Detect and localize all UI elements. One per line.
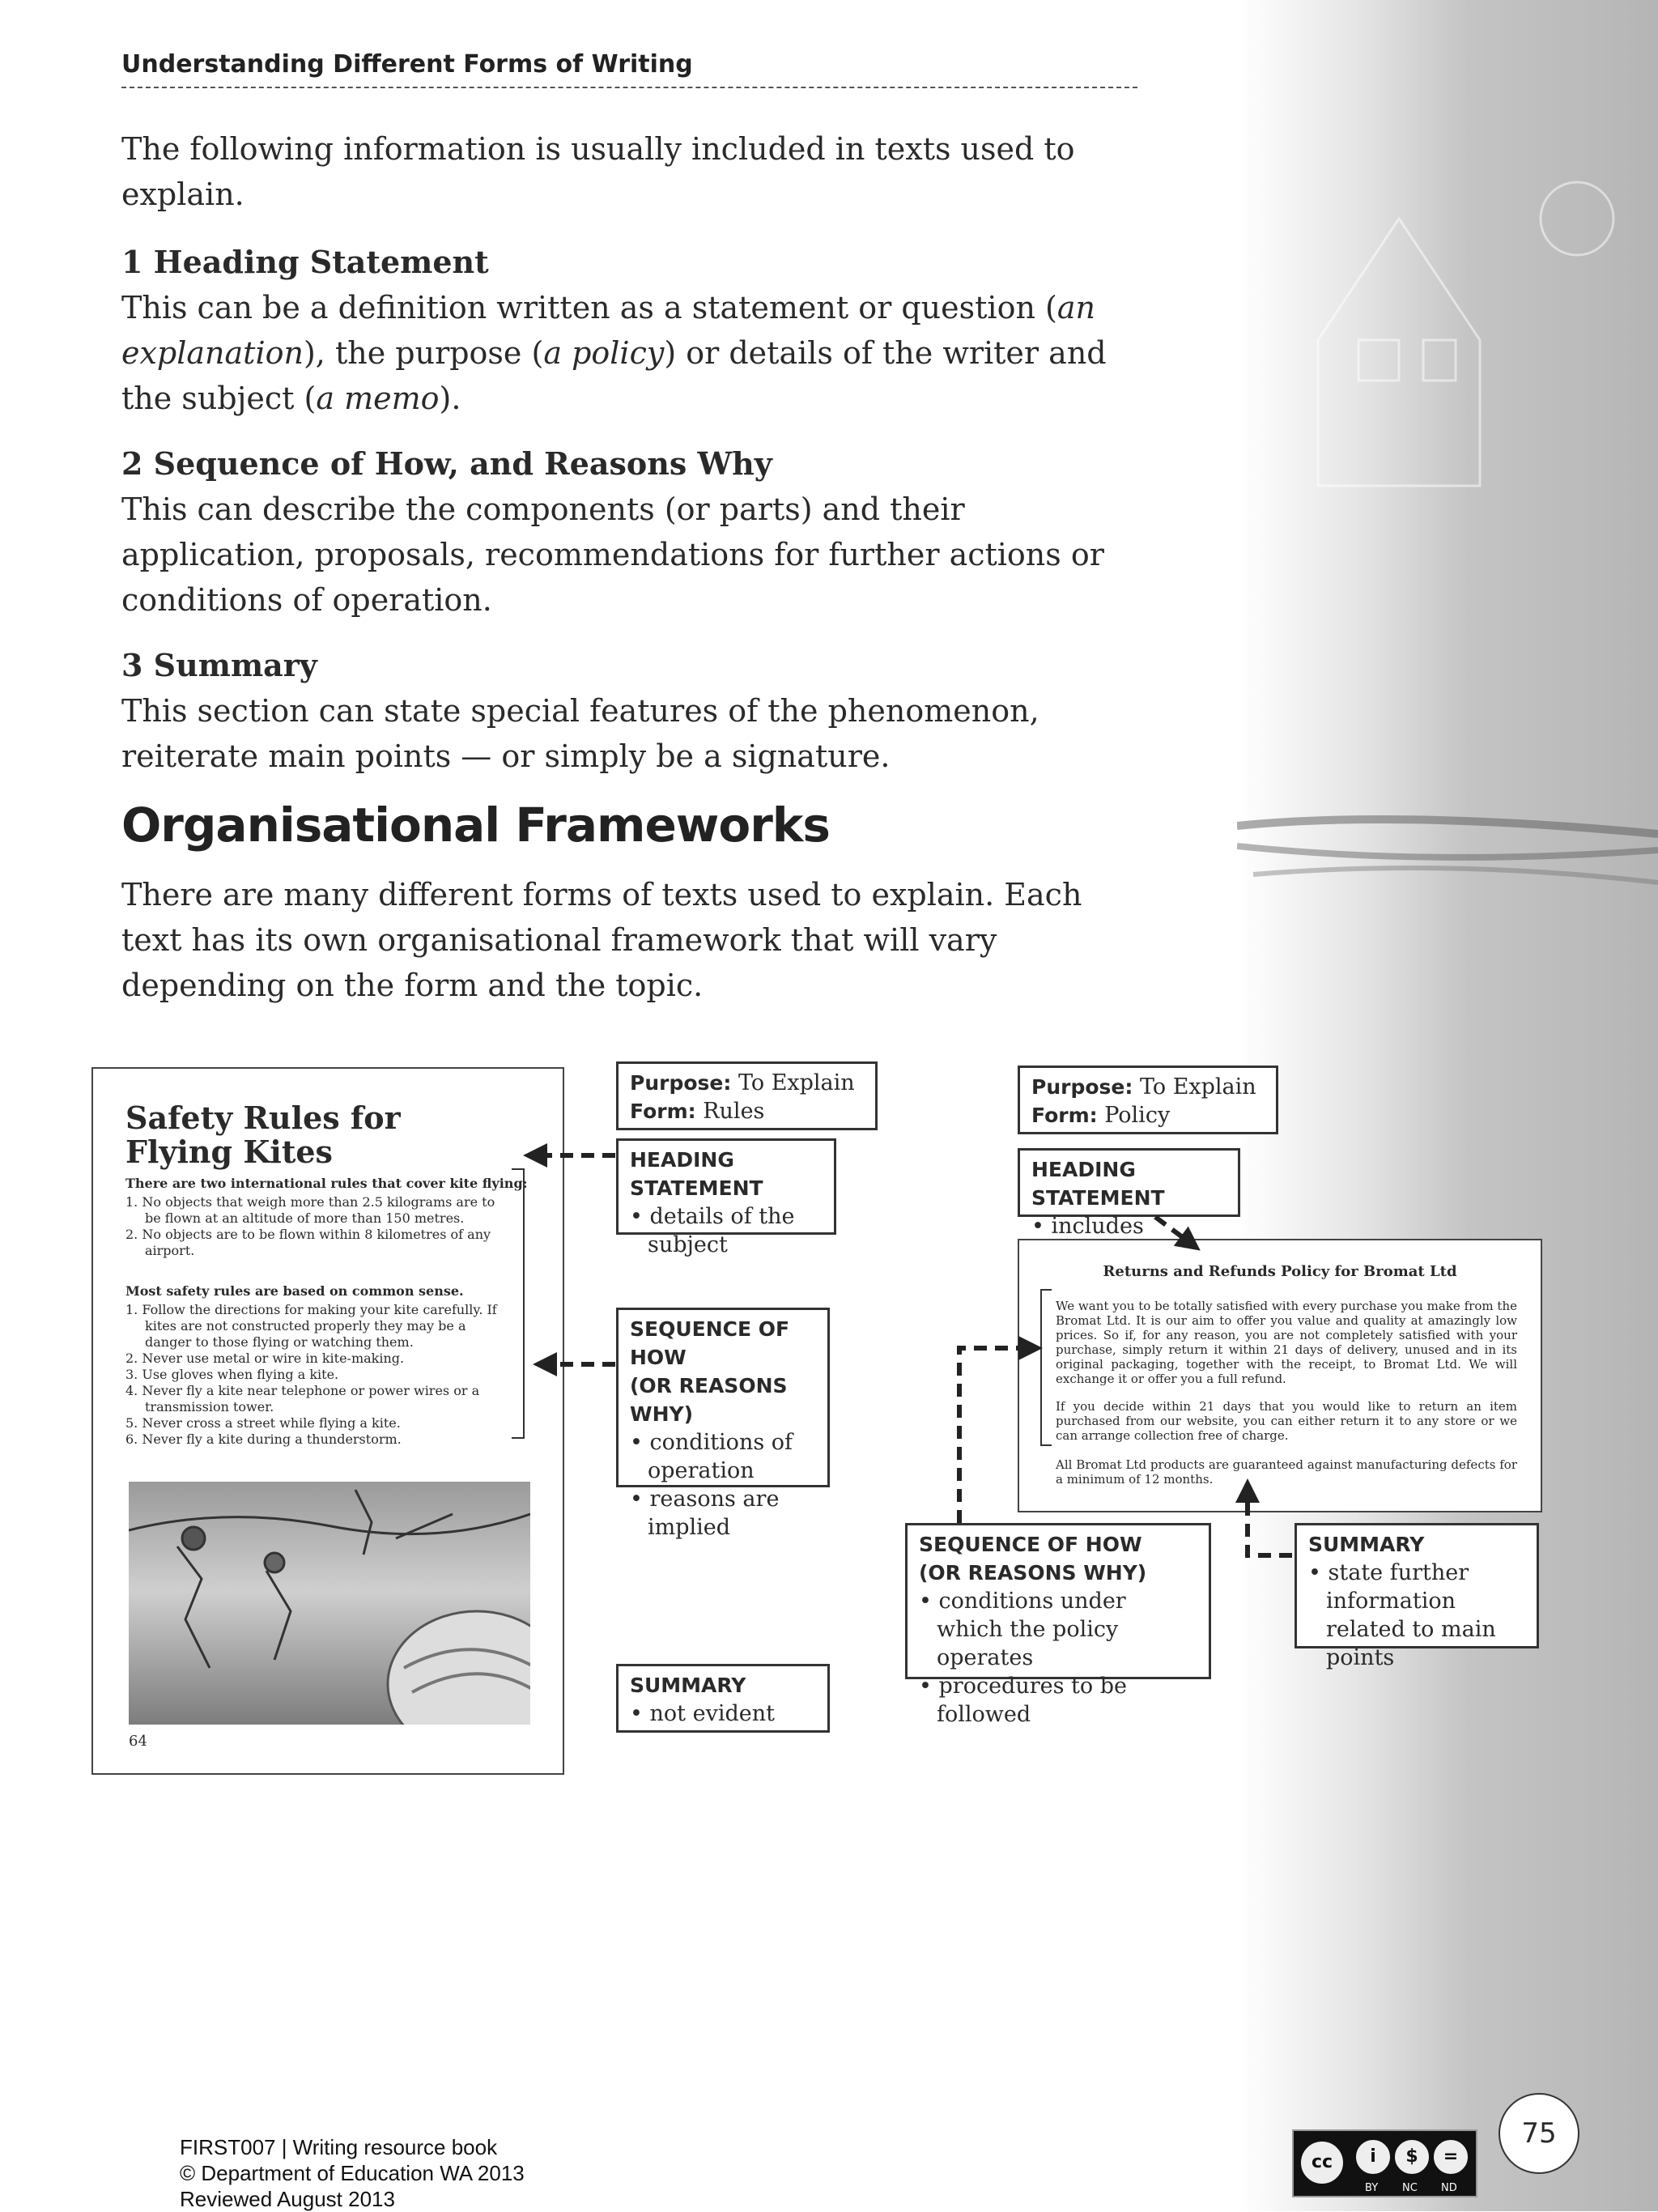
list-item: 1. No objects that weigh more than 2.5 kilograms are to be flown at an altitude of more than 150 metres. (125, 1194, 495, 1226)
bracket (1040, 1289, 1052, 1446)
kite-doc-page-number: 64 (129, 1733, 147, 1750)
kite-doc-title: Safety Rules for Flying Kites (125, 1100, 401, 1170)
policy-purpose-box: Purpose: To Explain Form: Policy (1018, 1066, 1278, 1134)
footer-line: © Department of Education WA 2013 (180, 2161, 525, 2185)
kite-purpose-box: Purpose: To Explain Form: Rules (616, 1061, 878, 1130)
section-3-body: This section can state special features of the phenomenon, reiterate main points — or simply be a signature. (121, 693, 1039, 774)
list-item: 2. No objects are to be flown within 8 kilometres of any airport. (125, 1227, 491, 1258)
kite-subhead-1: There are two international rules that cover kite flying: (125, 1176, 528, 1191)
kite-heading-statement-box: HEADING STATEMENT • details of the subject (616, 1138, 836, 1235)
creative-commons-badge (1292, 2129, 1477, 2197)
list-item: 2. Never use metal or wire in kite-making. (125, 1351, 405, 1366)
noderivatives-icon: = (1431, 2138, 1470, 2176)
running-header: Understanding Different Forms of Writing (121, 50, 1137, 88)
license-nc-label: NC (1402, 2182, 1418, 2194)
page-number: 75 (1499, 2093, 1579, 2174)
list-item: 5. Never cross a street while flying a kite. (125, 1415, 401, 1431)
kite-summary-box: SUMMARY • not evident (616, 1664, 830, 1733)
cc-icon: cc (1299, 2139, 1346, 2186)
policy-doc-paragraph: If you decide within 21 days that you would like to return an item purchased from our website, you can either return it to any store or we can arrange collection free of charge. (1056, 1399, 1517, 1443)
footer-line: Reviewed August 2013 (180, 2187, 395, 2211)
policy-doc-paragraph: All Bromat Ltd products are guaranteed against manufacturing defects for a minimum of 12 months. (1056, 1457, 1517, 1487)
refund-policy-document (1018, 1239, 1542, 1512)
policy-summary-box: SUMMARY • state further information related to main points (1295, 1523, 1539, 1648)
list-item: 4. Never fly a kite near telephone or power wires or a transmission tower. (125, 1383, 480, 1414)
list-item: 3. Use gloves when flying a kite. (125, 1367, 339, 1382)
kite-rules-list-1 (125, 1194, 514, 1259)
list-item: 6. Never fly a kite during a thunderstorm. (125, 1431, 402, 1447)
decorative-sketch (1237, 0, 1658, 2211)
policy-doc-title: Returns and Refunds Policy for Bromat Ltd (1103, 1263, 1457, 1280)
policy-doc-paragraph: We want you to be totally satisfied with every purchase you make from the Bromat Ltd. It is our aim to offer you value and quality at amazingly low prices. So if, for any reason, you are not completely satisfied with your purchase, simply return it within 21 days of delivery, unused and in its original packaging, together with the receipt, to Bromat Ltd. We will exchange it or offer you a full refund. (1056, 1299, 1517, 1386)
policy-heading-statement-box: HEADING STATEMENT • includes (1018, 1148, 1240, 1217)
noncommercial-icon: $ (1392, 2138, 1431, 2176)
bracket (512, 1168, 525, 1439)
section-2-body: This can describe the components (or parts) and their application, proposals, recommendations for further actions or conditions of operation. (121, 491, 1104, 618)
footer-line: FIRST007 | Writing resource book (180, 2135, 498, 2159)
section-1-body: This can be a definition written as a statement or question (an explanation), the purpose (a policy) or details of the writer and the subject (a memo). (121, 290, 1107, 416)
frameworks-body: There are many different forms of texts used to explain. Each text has its own organisational framework that will vary depending on the form and the topic. (121, 877, 1082, 1003)
license-by-label: BY (1365, 2182, 1379, 2194)
section-3-heading: 3 Summary (121, 647, 317, 683)
list-item: 1. Follow the directions for making your kite carefully. If kites are not constructed properly they may be a danger to those flying or watching them. (125, 1302, 497, 1350)
intro-paragraph: The following information is usually included in texts used to explain. (121, 131, 1075, 212)
kite-sequence-box: SEQUENCE OF HOW (OR REASONS WHY) • conditions of operation • reasons are implied (616, 1308, 830, 1487)
policy-sequence-box: SEQUENCE OF HOW (OR REASONS WHY) • conditions under which the policy operates • procedures to be followed (905, 1523, 1211, 1679)
kite-rules-list-2 (125, 1302, 514, 1448)
kite-rules-document (91, 1067, 564, 1775)
kite-flying-illustration (129, 1482, 530, 1725)
license-nd-label: ND (1441, 2182, 1457, 2194)
frameworks-title: Organisational Frameworks (121, 798, 830, 853)
illustration-sketch (129, 1482, 530, 1725)
section-1-heading: 1 Heading Statement (121, 244, 489, 280)
attribution-icon: i (1354, 2138, 1392, 2176)
section-2-heading: 2 Sequence of How, and Reasons Why (121, 445, 772, 482)
side-background-image (1237, 0, 1658, 2211)
footer (180, 2134, 525, 2212)
kite-subhead-2: Most safety rules are based on common sense. (125, 1283, 464, 1299)
